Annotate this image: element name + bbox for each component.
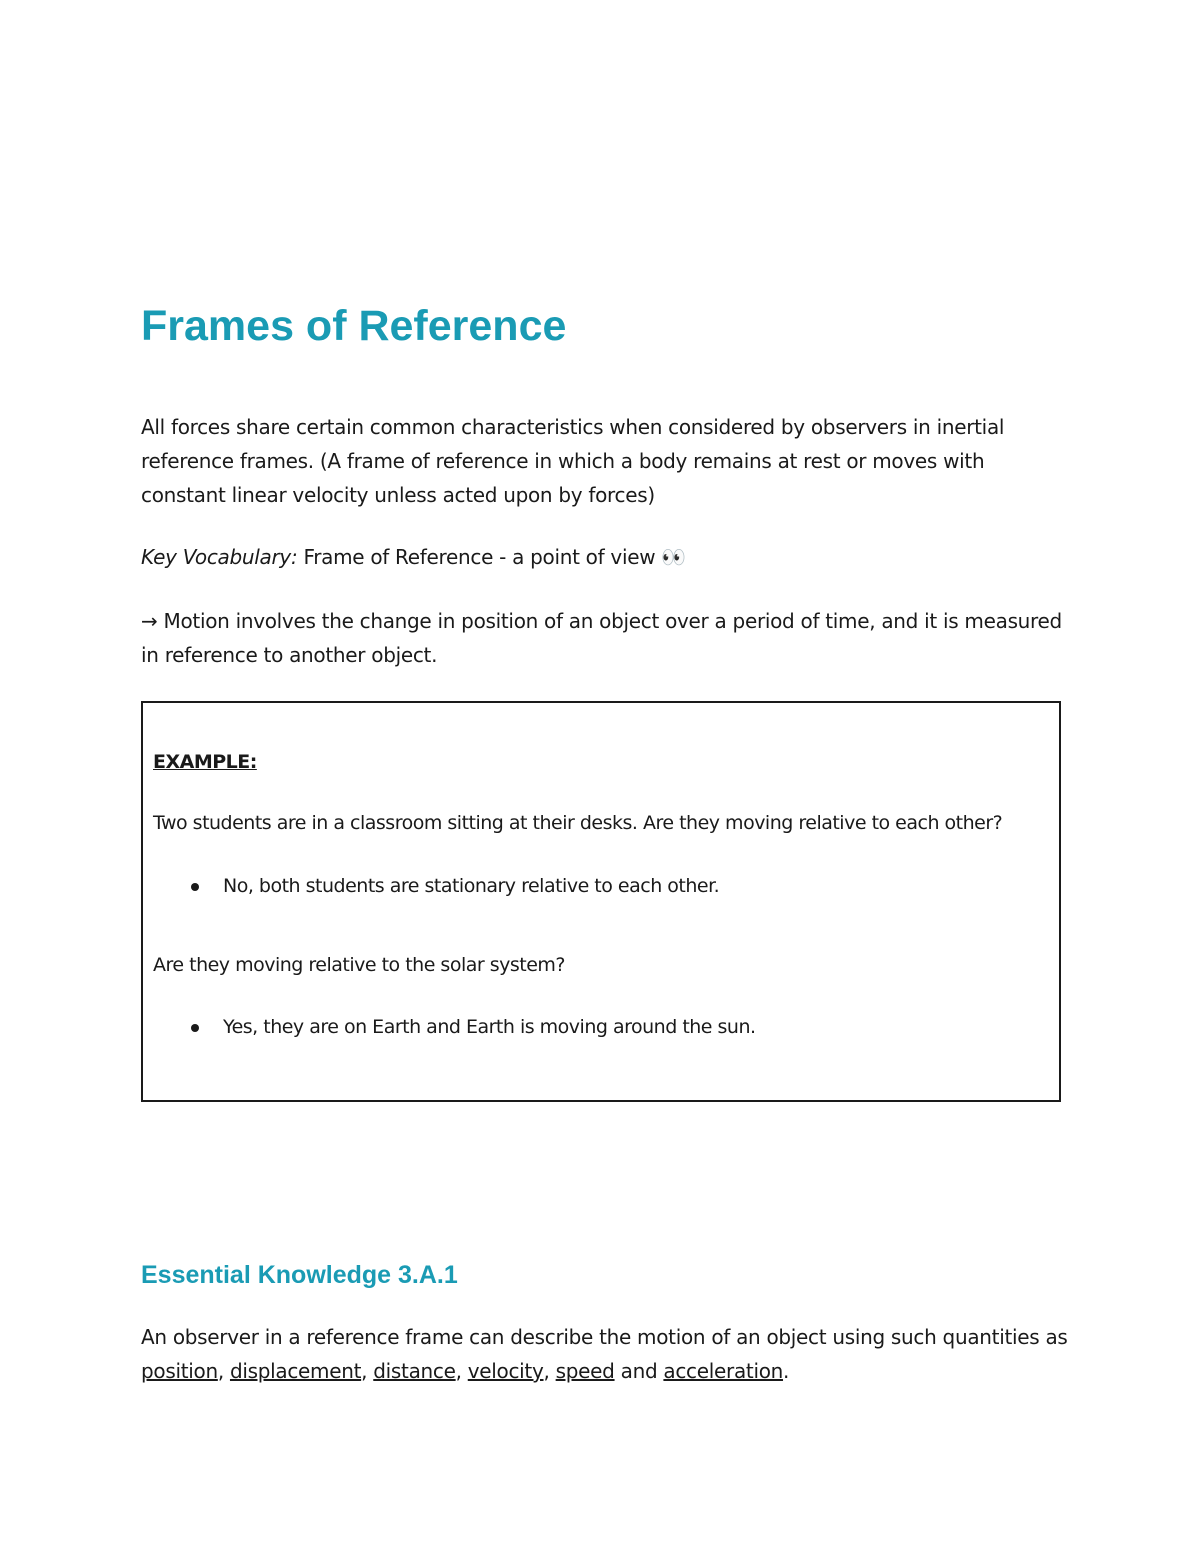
intro-paragraph: All forces share certain common characteristics when considered by observers in inertial reference frames. (A frame of reference in which a body remains at rest or moves with constant linear velocity unless acted upon by forces) xyxy=(141,415,1005,507)
term-separator: , xyxy=(217,1359,230,1383)
page-title: Frames of Reference xyxy=(141,302,567,350)
term-displacement: displacement xyxy=(229,1359,362,1383)
term-conjunction: and xyxy=(614,1359,664,1383)
term-separator: , xyxy=(361,1359,374,1383)
key-vocabulary-definition: Frame of Reference - a point of view 👀 xyxy=(297,545,686,569)
bullet-icon xyxy=(191,883,199,891)
term-speed: speed xyxy=(555,1359,615,1383)
essential-knowledge-text: An observer in a reference frame can describe the motion of an object using such quantities as xyxy=(141,1325,1068,1349)
example-box xyxy=(141,701,1061,1102)
essential-knowledge-heading: Essential Knowledge 3.A.1 xyxy=(141,1261,458,1289)
term-velocity: velocity xyxy=(467,1359,544,1383)
term-acceleration: acceleration xyxy=(663,1359,784,1383)
term-distance: distance xyxy=(373,1359,456,1383)
essential-knowledge-paragraph xyxy=(141,1320,1071,1388)
term-terminator: . xyxy=(783,1359,790,1383)
example-answer-1: No, both students are stationary relative to each other. xyxy=(223,875,720,897)
motion-paragraph: → Motion involves the change in position of an object over a period of time, and it is measured in reference to another object. xyxy=(141,609,1062,667)
example-heading: EXAMPLE: xyxy=(153,751,257,773)
bullet-icon xyxy=(191,1024,199,1032)
key-vocabulary-line xyxy=(141,540,1071,574)
term-separator: , xyxy=(543,1359,556,1383)
example-answer-2: Yes, they are on Earth and Earth is moving around the sun. xyxy=(223,1016,756,1038)
term-position: position xyxy=(141,1359,218,1383)
example-question-1: Two students are in a classroom sitting at their desks. Are they moving relative to each other? xyxy=(153,812,1003,834)
term-separator: , xyxy=(455,1359,468,1383)
example-question-2: Are they moving relative to the solar system? xyxy=(153,954,565,976)
key-vocabulary-label: Key Vocabulary: xyxy=(141,545,298,569)
